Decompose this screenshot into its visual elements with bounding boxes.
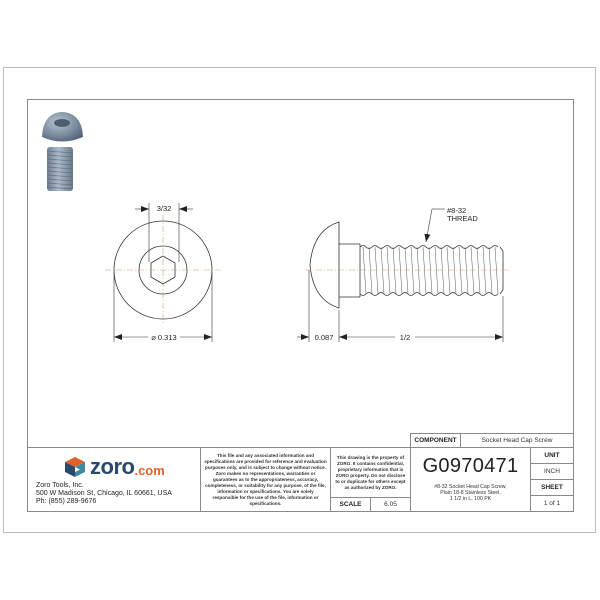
component-label: COMPONENT (410, 433, 461, 448)
company-phone: Ph: (855) 289-9676 (36, 498, 97, 505)
zoro-cube-icon (64, 456, 86, 478)
zoro-logo (64, 452, 165, 482)
sheet-label: SHEET (530, 479, 574, 496)
description-line-3: 1 1/2 in L, 100 PK (449, 496, 492, 503)
length-dimension: 1/2 (399, 333, 411, 342)
disclaimer-text: This file and any associated information and specifications are provided for reference and evaluation purposes only, and is subject to change without notice. Zoro makes no representations, warranties or guarantees as to the appropriateness, accuracy, completeness, or suitability for any purpose, of the file, information or specifications. You are solely responsible for the use of the file, information or specifications. (200, 447, 331, 512)
description-line-2: Plain 18-8 Stainless Steel, (440, 490, 501, 497)
zoro-tld: .com (134, 462, 165, 478)
isometric-screw-render (42, 112, 83, 191)
thread-spec-label-2: THREAD (447, 214, 478, 223)
description-line-1: #8-32 Socket Head Cap Screw, (434, 484, 507, 490)
front-view (105, 203, 221, 342)
diameter-dimension: ⌀ 0.313 (151, 333, 177, 342)
unit-value: INCH (530, 463, 574, 480)
scale-label: SCALE (330, 497, 371, 512)
part-cell (410, 447, 531, 512)
hex-width-dimension: 3/32 (156, 204, 172, 213)
thread-spec-label: #8-32 (447, 206, 467, 215)
side-view (297, 209, 510, 342)
company-name: Zoro Tools, Inc. (36, 482, 84, 489)
sheet-value: 1 of 1 (530, 495, 574, 512)
unit-label: UNIT (530, 447, 574, 464)
component-value: Socket Head Cap Screw (460, 433, 574, 448)
property-notice: This drawing is the property of ZORO. It contains confidential, proprietary information that is ZORO property. Do not disclose to or duplicate for others except as authorized by ZORO. (330, 447, 411, 498)
zoro-wordmark: zoro (90, 454, 135, 479)
part-number: G0970471 (422, 455, 519, 477)
scale-value: 6.05 (370, 497, 411, 512)
head-height-dimension: 0.087 (314, 333, 334, 342)
company-cell (27, 447, 201, 512)
company-address: 500 W Madison St, Chicago, IL 60661, USA (36, 490, 172, 497)
